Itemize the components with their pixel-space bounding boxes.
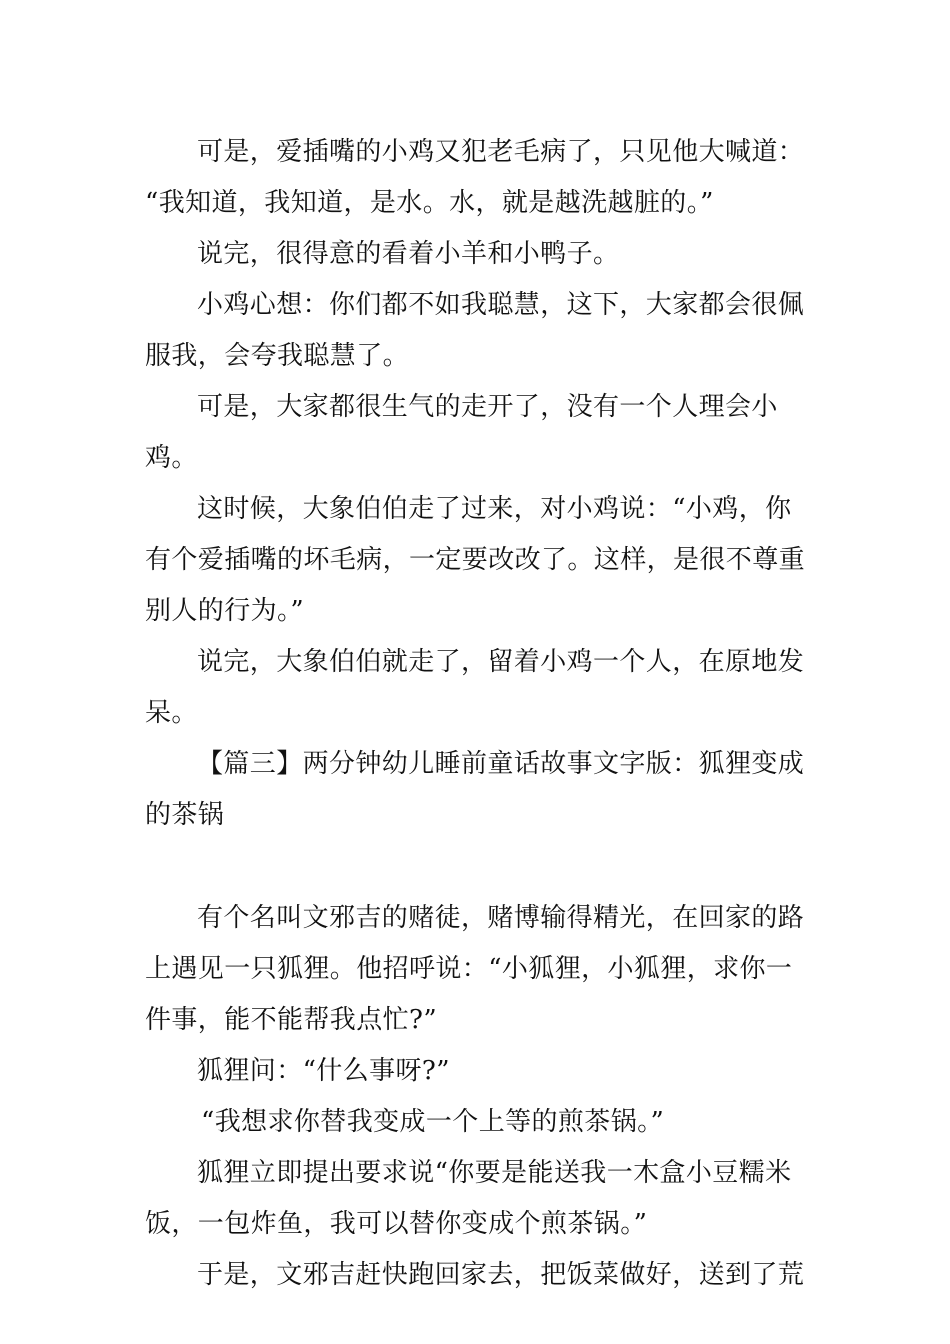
paragraph: 于是，文邪吉赶快跑回家去，把饭菜做好，送到了荒: [197, 1260, 805, 1290]
section-heading: 【篇三】两分钟幼儿睡前童话故事文字版：狐狸变成的茶锅: [145, 749, 805, 830]
document-page: [145, 127, 807, 1301]
paragraph: 小鸡心想：你们都不如我聪慧，这下，大家都会很佩服我，会夸我聪慧了。: [145, 290, 805, 371]
paragraph: 可是，大家都很生气的走开了，没有一个人理会小鸡。: [145, 392, 778, 473]
paragraph: 狐狸立即提出要求说“你要是能送我一木盒小豆糯米饭，一包炸鱼，我可以替你变成个煎茶锅。”: [145, 1158, 792, 1239]
paragraph: 这时候，大象伯伯走了过来，对小鸡说：“小鸡，你有个爱插嘴的坏毛病，一定要改改了。这样，是很不尊重别人的行为。”: [145, 494, 806, 626]
paragraph: “我知道，我知道，是水。水，就是越洗越脏的。”: [145, 188, 714, 218]
paragraph: 有个名叫文邪吉的赌徒，赌博输得精光，在回家的路上遇见一只狐狸。他招呼说：“小狐狸，小狐狸，求你一件事，能不能帮我点忙?”: [145, 903, 805, 1035]
paragraph: 可是，爱插嘴的小鸡又犯老毛病了，只见他大喊道：: [197, 137, 805, 167]
paragraph: 说完，大象伯伯就走了，留着小鸡一个人，在原地发呆。: [145, 647, 805, 728]
blank-line: [145, 841, 807, 893]
paragraph: 说完，很得意的看着小羊和小鸭子。: [197, 239, 620, 269]
paragraph: “我想求你替我变成一个上等的煎茶锅。”: [201, 1107, 665, 1137]
paragraph: 狐狸问：“什么事呀?”: [197, 1056, 450, 1086]
